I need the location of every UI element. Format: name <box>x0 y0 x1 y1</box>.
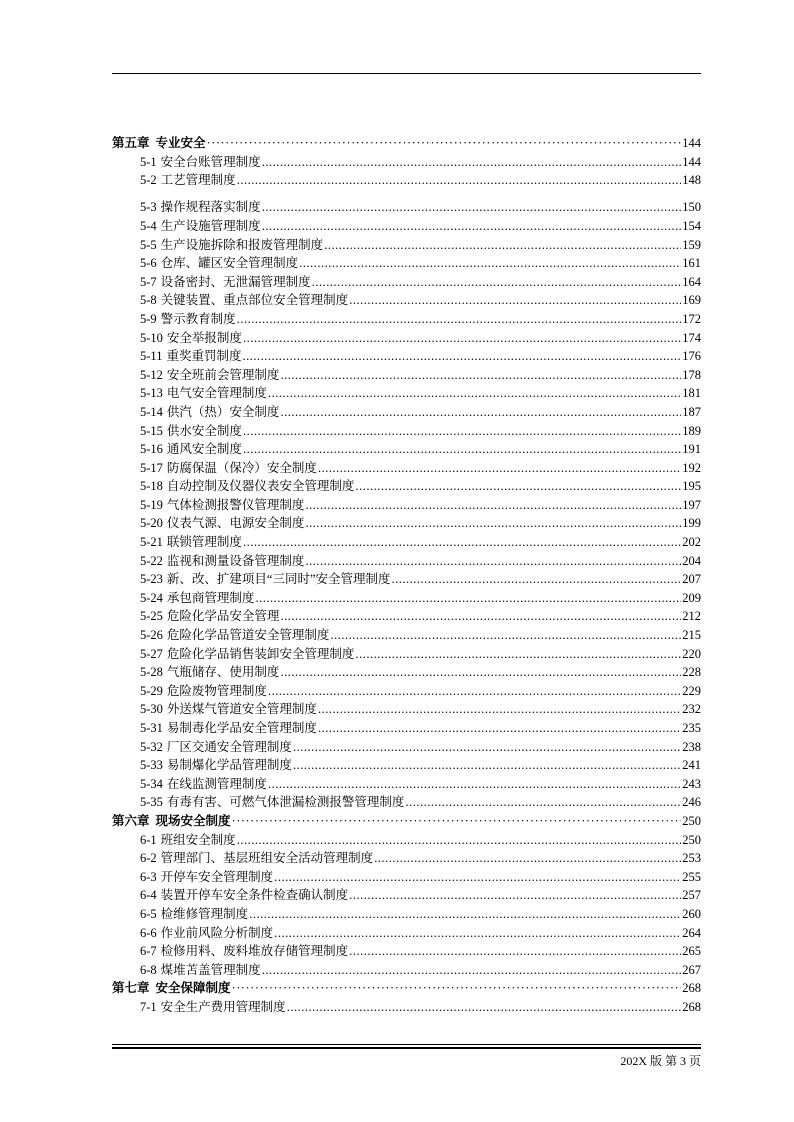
dot-leader <box>318 459 681 478</box>
entry-page-number: 228 <box>682 665 701 680</box>
toc-section-entry[interactable] <box>112 273 701 292</box>
entry-title: 管理部门、基层班组安全活动管理制度 <box>160 851 374 866</box>
footer-rule-thin <box>112 1044 701 1045</box>
entry-page-number: 232 <box>682 702 701 717</box>
toc-section-entry[interactable] <box>112 236 701 255</box>
entry-title: 开停车安全管理制度 <box>160 869 274 884</box>
entry-page-number: 161 <box>682 256 701 271</box>
dot-leader <box>268 682 681 701</box>
entry-number: 6-1 <box>140 832 157 847</box>
entry-title: 生产设施管理制度 <box>160 218 261 233</box>
entry-number: 6-2 <box>140 851 157 866</box>
entry-number: 5-18 <box>140 479 163 494</box>
entry-page-number: 159 <box>682 237 701 252</box>
entry-page-number: 235 <box>682 721 701 735</box>
entry-number: 6-8 <box>140 962 157 977</box>
dot-leader <box>262 153 682 172</box>
toc-section-entry[interactable] <box>112 775 701 794</box>
dot-leader <box>242 347 681 366</box>
entry-number: 5-7 <box>140 274 157 289</box>
entry-page-number: 176 <box>682 349 701 364</box>
entry-page-number: 148 <box>682 173 701 188</box>
dot-leader <box>237 831 682 850</box>
entry-page-number: 257 <box>682 888 701 903</box>
toc-section-entry[interactable] <box>112 254 701 273</box>
entry-page-number: 246 <box>682 795 701 810</box>
dot-leader <box>305 514 681 533</box>
entry-number: 5-23 <box>140 572 163 587</box>
entry-number: 6-6 <box>140 925 157 940</box>
toc-section-entry[interactable] <box>112 440 701 459</box>
dot-leader <box>262 961 682 980</box>
entry-title: 作业前风险分析制度 <box>160 925 274 940</box>
dot-leader <box>305 496 681 515</box>
entry-title: 仪表气源、电源安全制度 <box>166 516 305 531</box>
entry-page-number: 169 <box>682 293 701 308</box>
entry-number: 5-33 <box>140 758 163 773</box>
entry-page-number: 181 <box>682 386 701 401</box>
dot-leader <box>293 738 681 757</box>
entry-page-number: 154 <box>682 218 701 233</box>
dot-leader <box>280 403 681 422</box>
toc-section-entry[interactable] <box>112 217 701 236</box>
dot-leader <box>274 924 681 943</box>
entry-number: 6-5 <box>140 906 157 921</box>
entry-number: 5-25 <box>140 609 163 624</box>
entry-page-number: 187 <box>682 404 701 419</box>
entry-number: 5-28 <box>140 665 163 680</box>
dot-leader <box>305 552 681 571</box>
dot-leader <box>293 756 681 775</box>
dot-leader <box>243 440 681 459</box>
toc-section-entry[interactable] <box>112 310 701 329</box>
toc-section-entry[interactable] <box>112 347 701 366</box>
toc-chapter-entry[interactable] <box>112 979 701 998</box>
entry-title: 危险化学品销售装卸安全管理制度 <box>166 646 355 661</box>
entry-number: 5-2 <box>140 173 157 188</box>
dot-leader <box>237 171 682 190</box>
toc-section-entry[interactable] <box>112 682 701 701</box>
entry-number: 第五章 <box>112 135 150 150</box>
toc-section-entry[interactable] <box>112 849 701 868</box>
entry-number: 5-19 <box>140 497 163 512</box>
entry-title: 危险废物管理制度 <box>166 683 267 698</box>
entry-number: 5-9 <box>140 311 157 326</box>
entry-number: 5-11 <box>140 349 163 364</box>
toc-section-entry[interactable] <box>112 626 701 645</box>
entry-page-number: 174 <box>682 330 701 345</box>
entry-page-number: 189 <box>682 423 701 438</box>
entry-number: 5-20 <box>140 516 163 531</box>
entry-title: 生产设施拆除和报废管理制度 <box>160 237 324 252</box>
dot-leader <box>232 979 682 998</box>
dot-leader <box>349 942 681 961</box>
entry-page-number: 265 <box>682 944 701 959</box>
toc-section-entry[interactable] <box>112 403 701 422</box>
dot-leader <box>280 366 681 385</box>
toc-section-entry[interactable] <box>112 570 701 589</box>
entry-number: 5-30 <box>140 702 163 717</box>
entry-title: 供水安全制度 <box>166 423 242 438</box>
entry-title: 自动控制及仪器仪表安全管理制度 <box>166 479 355 494</box>
entry-title: 重奖重罚制度 <box>166 349 242 364</box>
toc-section-entry[interactable] <box>112 942 701 961</box>
entry-number: 5-35 <box>140 795 163 810</box>
entry-number: 5-21 <box>140 535 163 550</box>
entry-page-number: 199 <box>682 516 701 531</box>
dot-leader <box>349 886 681 905</box>
entry-page-number: 229 <box>682 683 701 698</box>
dot-leader <box>405 793 681 812</box>
toc-section-entry[interactable] <box>112 700 701 719</box>
entry-title: 承包商管理制度 <box>166 590 255 605</box>
dot-leader <box>318 700 681 719</box>
entry-page-number: 204 <box>682 553 701 568</box>
entry-page-number: 250 <box>682 832 701 847</box>
entry-page-number: 144 <box>682 154 701 169</box>
dot-leader <box>207 134 682 153</box>
dot-leader <box>262 217 682 236</box>
entry-page-number: 192 <box>682 460 701 475</box>
entry-number: 5-8 <box>140 293 157 308</box>
entry-number: 5-13 <box>140 386 163 401</box>
dot-leader <box>287 998 682 1017</box>
toc-section-entry[interactable] <box>112 477 701 496</box>
dot-leader <box>349 291 681 310</box>
dot-leader <box>232 812 682 831</box>
entry-number: 7-1 <box>140 999 157 1014</box>
dot-leader <box>374 849 681 868</box>
toc-section-entry[interactable] <box>112 198 701 217</box>
dot-leader <box>280 607 681 626</box>
toc-section-entry[interactable] <box>112 905 701 924</box>
toc-section-entry[interactable] <box>112 924 701 943</box>
entry-number: 5-26 <box>140 628 163 643</box>
toc-section-entry[interactable] <box>112 663 701 682</box>
toc-section-entry[interactable] <box>112 552 701 571</box>
toc-section-entry[interactable] <box>112 831 701 850</box>
entry-title: 外送煤气管道安全管理制度 <box>166 702 317 717</box>
toc-section-entry[interactable] <box>112 329 701 348</box>
entry-title: 易制毒化学品安全管理制度 <box>166 721 317 735</box>
entry-page-number: 202 <box>682 535 701 550</box>
entry-number: 5-29 <box>140 683 163 698</box>
entry-page-number: 241 <box>682 758 701 773</box>
entry-number: 5-6 <box>140 256 157 271</box>
dot-leader <box>330 626 681 645</box>
entry-title: 工艺管理制度 <box>160 173 236 188</box>
entry-number: 6-7 <box>140 944 157 959</box>
entry-title: 防腐保温（保冷）安全制度 <box>166 460 317 475</box>
entry-page-number: 178 <box>682 367 701 382</box>
entry-number: 第六章 <box>112 812 150 828</box>
entry-page-number: 267 <box>682 962 701 977</box>
entry-page-number: 164 <box>682 274 701 289</box>
entry-number: 6-4 <box>140 888 157 903</box>
entry-title: 在线监测管理制度 <box>166 776 267 791</box>
toc-section-entry[interactable] <box>112 719 701 738</box>
entry-number: 5-10 <box>140 330 163 345</box>
entry-number: 5-24 <box>140 590 163 605</box>
entry-number: 5-4 <box>140 218 157 233</box>
dot-leader <box>268 384 681 403</box>
entry-number: 5-14 <box>140 404 163 419</box>
entry-title: 班组安全制度 <box>160 832 236 847</box>
toc-section-entry[interactable] <box>112 589 701 608</box>
entry-title: 气瓶储存、使用制度 <box>166 665 280 680</box>
toc-section-entry[interactable] <box>112 961 701 980</box>
entry-title: 煤堆苫盖管理制度 <box>160 962 261 977</box>
toc-section-entry[interactable] <box>112 366 701 385</box>
toc-section-entry[interactable] <box>112 533 701 552</box>
entry-title: 新、改、扩建项目“三同时”安全管理制度 <box>166 572 391 587</box>
entry-title: 安全生产费用管理制度 <box>160 999 286 1014</box>
entry-title: 通风安全制度 <box>166 442 242 457</box>
toc-chapter-entry[interactable] <box>112 134 701 153</box>
dot-leader <box>299 254 681 273</box>
entry-title: 安全保障制度 <box>155 980 231 996</box>
footer-rule-thick <box>112 1047 701 1049</box>
entry-page-number: 264 <box>682 925 701 940</box>
toc-section-entry[interactable] <box>112 459 701 478</box>
entry-page-number: 260 <box>682 906 701 921</box>
entry-title: 检修用料、废料堆放存储管理制度 <box>160 944 349 959</box>
entry-page-number: 197 <box>682 497 701 512</box>
entry-number: 5-27 <box>140 646 163 661</box>
dot-leader <box>255 589 681 608</box>
dot-leader <box>268 775 681 794</box>
entry-title: 检维修管理制度 <box>160 906 249 921</box>
entry-title: 仓库、罐区安全管理制度 <box>160 256 299 271</box>
entry-page-number: 255 <box>682 869 701 884</box>
entry-number: 5-15 <box>140 423 163 438</box>
dot-leader <box>243 329 681 348</box>
toc-section-entry[interactable] <box>112 422 701 441</box>
toc-chapter-entry[interactable] <box>112 812 701 831</box>
entry-title: 操作规程落实制度 <box>160 200 261 215</box>
entry-page-number: 195 <box>682 479 701 494</box>
entry-page-number: 238 <box>682 739 701 754</box>
dot-leader <box>355 645 681 664</box>
entry-title: 危险化学品管道安全管理制度 <box>166 628 330 643</box>
entry-number: 6-3 <box>140 869 157 884</box>
entry-title: 设备密封、无泄漏管理制度 <box>160 274 311 289</box>
entry-page-number: 253 <box>682 851 701 866</box>
entry-title: 供汽（热）安全制度 <box>166 404 280 419</box>
dot-leader <box>324 236 681 255</box>
entry-page-number: 209 <box>682 590 701 605</box>
dot-leader <box>249 905 681 924</box>
toc-section-entry[interactable] <box>112 868 701 887</box>
page-footer: 202X 版 第 3 页 <box>620 1054 701 1068</box>
toc-section-entry[interactable] <box>112 998 701 1017</box>
entry-title: 警示教育制度 <box>160 311 236 326</box>
entry-title: 有毒有害、可燃气体泄漏检测报警管理制度 <box>166 795 405 810</box>
entry-title: 危险化学品安全管理 <box>166 609 280 624</box>
dot-leader <box>280 663 681 682</box>
entry-title: 安全举报制度 <box>166 330 242 345</box>
entry-title: 专业安全 <box>155 135 206 150</box>
entry-page-number: 215 <box>682 628 701 643</box>
dot-leader <box>243 422 681 441</box>
entry-number: 5-31 <box>140 721 163 735</box>
entry-page-number: 207 <box>682 572 701 587</box>
toc-section-entry[interactable] <box>112 496 701 515</box>
table-of-contents <box>112 134 701 1017</box>
dot-leader <box>312 273 682 292</box>
entry-title: 联锁管理制度 <box>166 535 242 550</box>
entry-page-number: 250 <box>682 813 701 828</box>
entry-page-number: 220 <box>682 646 701 661</box>
entry-number: 5-16 <box>140 442 163 457</box>
entry-page-number: 150 <box>682 200 701 215</box>
dot-leader <box>237 310 682 329</box>
entry-title: 电气安全管理制度 <box>166 386 267 401</box>
entry-page-number: 268 <box>682 999 701 1014</box>
entry-number: 5-22 <box>140 553 163 568</box>
entry-title: 装置开停车安全条件检查确认制度 <box>160 888 349 903</box>
toc-section-entry[interactable] <box>112 171 701 190</box>
entry-page-number: 191 <box>682 442 701 457</box>
entry-number: 5-3 <box>140 200 157 215</box>
entry-page-number: 212 <box>682 609 701 624</box>
entry-number: 5-32 <box>140 739 163 754</box>
toc-section-entry[interactable] <box>112 153 701 172</box>
toc-section-entry[interactable] <box>112 291 701 310</box>
dot-leader <box>355 477 681 496</box>
toc-section-entry[interactable] <box>112 886 701 905</box>
entry-number: 5-5 <box>140 237 157 252</box>
entry-page-number: 268 <box>682 981 701 996</box>
toc-section-entry[interactable] <box>112 793 701 812</box>
entry-title: 现场安全制度 <box>155 812 231 828</box>
entry-title: 安全班前会管理制度 <box>166 367 280 382</box>
dot-leader <box>274 868 681 887</box>
entry-title: 气体检测报警仪管理制度 <box>166 497 305 512</box>
entry-number: 5-17 <box>140 460 163 475</box>
dot-leader <box>243 533 681 552</box>
entry-title: 关键装置、重点部位安全管理制度 <box>160 293 349 308</box>
dot-leader <box>392 570 682 589</box>
toc-section-entry[interactable] <box>112 514 701 533</box>
entry-title: 厂区交通安全管理制度 <box>166 739 292 754</box>
entry-page-number: 243 <box>682 776 701 791</box>
entry-page-number: 172 <box>682 311 701 326</box>
entry-number: 5-12 <box>140 367 163 382</box>
toc-section-entry[interactable] <box>112 384 701 403</box>
entry-number: 5-34 <box>140 776 163 791</box>
entry-number: 5-1 <box>140 154 157 169</box>
entry-page-number: 144 <box>682 136 701 150</box>
toc-section-entry[interactable] <box>112 645 701 664</box>
entry-title: 监视和测量设备管理制度 <box>166 553 305 568</box>
toc-section-entry[interactable] <box>112 756 701 775</box>
header-rule <box>112 73 701 74</box>
dot-leader <box>262 198 682 217</box>
toc-section-entry[interactable] <box>112 738 701 757</box>
entry-title: 易制爆化学品管理制度 <box>166 758 292 773</box>
dot-leader <box>318 719 681 738</box>
entry-number: 第七章 <box>112 980 150 996</box>
toc-section-entry[interactable] <box>112 607 701 626</box>
entry-title: 安全台账管理制度 <box>160 154 261 169</box>
